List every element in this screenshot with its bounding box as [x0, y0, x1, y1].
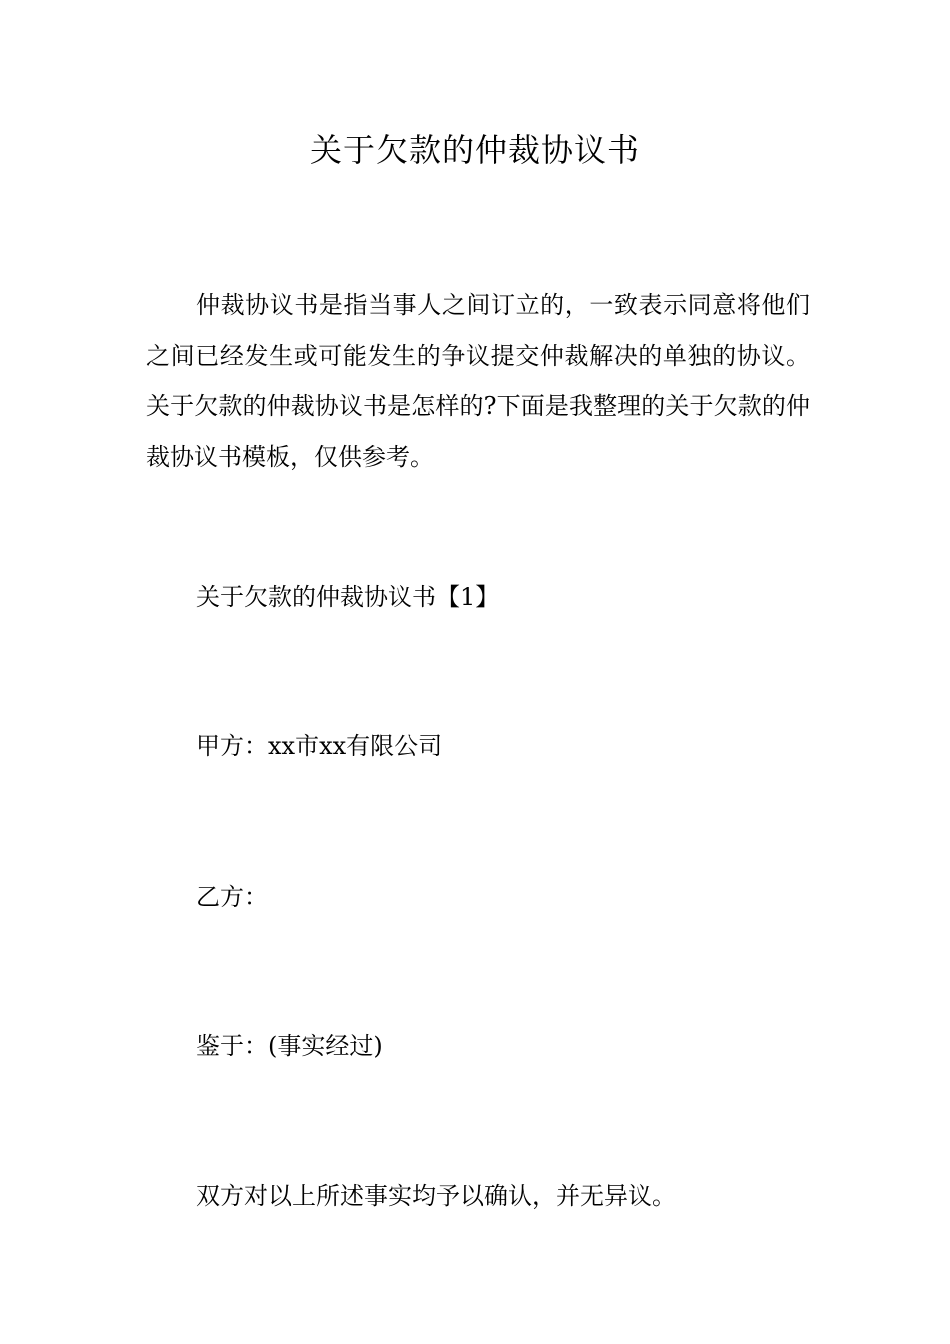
whereas-line: 鉴于：(事实经过) — [196, 1032, 383, 1060]
document-title: 关于欠款的仲裁协议书 — [309, 131, 640, 169]
party-b-line: 乙方： — [196, 883, 268, 911]
party-a-line: 甲方：xx市xx有限公司 — [196, 732, 443, 760]
section-heading: 关于欠款的仲裁协议书【1】 — [196, 583, 500, 611]
intro-paragraph: 仲裁协议书是指当事人之间订立的，一致表示同意将他们之间已经发生或可能发生的争议提交仲裁解决的单独的协议。关于欠款的仲裁协议书是怎样的?下面是我整理的关于欠款的仲裁协议书模板，仅供参考。 — [146, 291, 810, 471]
confirmation-line: 双方对以上所述事实均予以确认，并无异议。 — [196, 1182, 676, 1210]
